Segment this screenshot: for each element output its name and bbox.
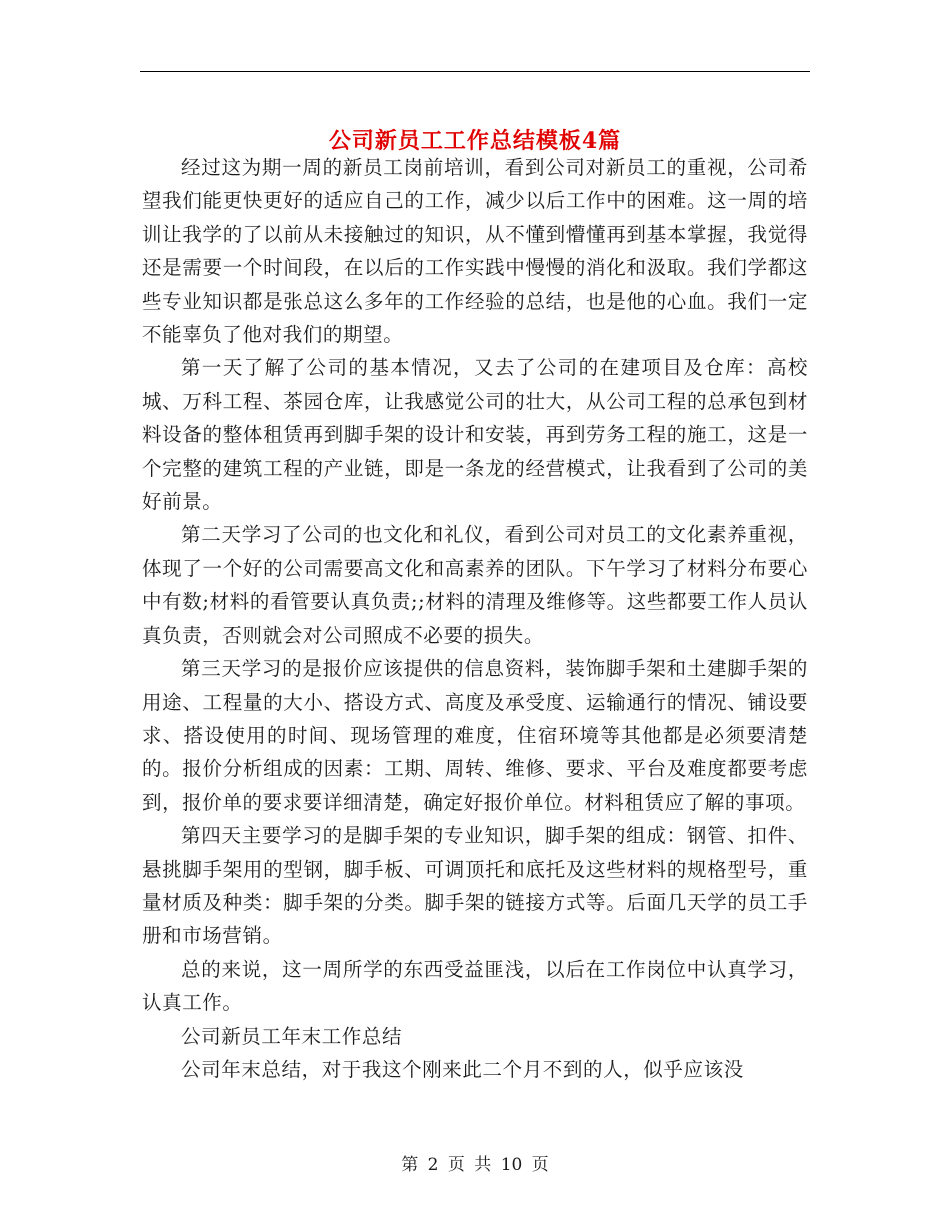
paragraph: 总的来说，这一周所学的东西受益匪浅，以后在工作岗位中认真学习，认真工作。 xyxy=(142,957,808,1015)
paragraph: 第三天学习的是报价应该提供的信息资料，装饰脚手架和土建脚手架的用途、工程量的大小、搭设方式、高度及承受度、运输通行的情况、铺设要求、搭设使用的时间、现场管理的难度，住宿环境等其他都是必须要清楚的。报价分析组成的因素：工期、周转、维修、要求、平台及难度都要考虑到，报价单的要求要详细清楚，确定好报价单位。材料租赁应了解的事项。 xyxy=(142,657,808,814)
document-body xyxy=(142,151,808,1086)
page-number: 第 2 页 共 10 页 xyxy=(401,1155,549,1175)
paragraph: 第四天主要学习的是脚手架的专业知识，脚手架的组成：钢管、扣件、悬挑脚手架用的型钢，脚手板、可调顶托和底托及这些材料的规格型号，重量材质及种类：脚手架的分类。脚手架的链接方式等。后面几天学的员工手册和市场营销。 xyxy=(142,824,808,948)
section-heading: 公司新员工年末工作总结 xyxy=(181,1024,403,1048)
paragraph: 第二天学习了公司的也文化和礼仪，看到公司对员工的文化素养重视，体现了一个好的公司需要高文化和高素养的团队。下午学习了材料分布要心中有数;材料的看管要认真负责;;材料的清理及维修等。这些都要工作人员认真负责，否则就会对公司照成不必要的损失。 xyxy=(142,523,808,647)
paragraph: 第一天了解了公司的基本情况，又去了公司的在建项目及仓库：高校城、万科工程、茶园仓库，让我感觉公司的壮大，从公司工程的总承包到材料设备的整体租赁再到脚手架的设计和安装，再到劳务工程的施工，这是一个完整的建筑工程的产业链，即是一条龙的经营模式，让我看到了公司的美好前景。 xyxy=(142,356,808,514)
paragraph: 经过这为期一周的新员工岗前培训，看到公司对新员工的重视，公司希望我们能更快更好的适应自己的工作，减少以后工作中的困难。这一周的培训让我学的了以前从未接触过的知识，从不懂到懵懂再到基本掌握，我觉得还是需要一个时间段，在以后的工作实践中慢慢的消化和汲取。我们学都这些专业知识都是张总这么多年的工作经验的总结，也是他的心血。我们一定不能辜负了他对我们的期望。 xyxy=(142,156,808,347)
paragraph: 公司年末总结，对于我这个刚来此二个月不到的人，似乎应该没 xyxy=(181,1057,744,1081)
document-title: 公司新员工工作总结模板4篇 xyxy=(328,127,622,154)
header-rule xyxy=(140,71,810,72)
